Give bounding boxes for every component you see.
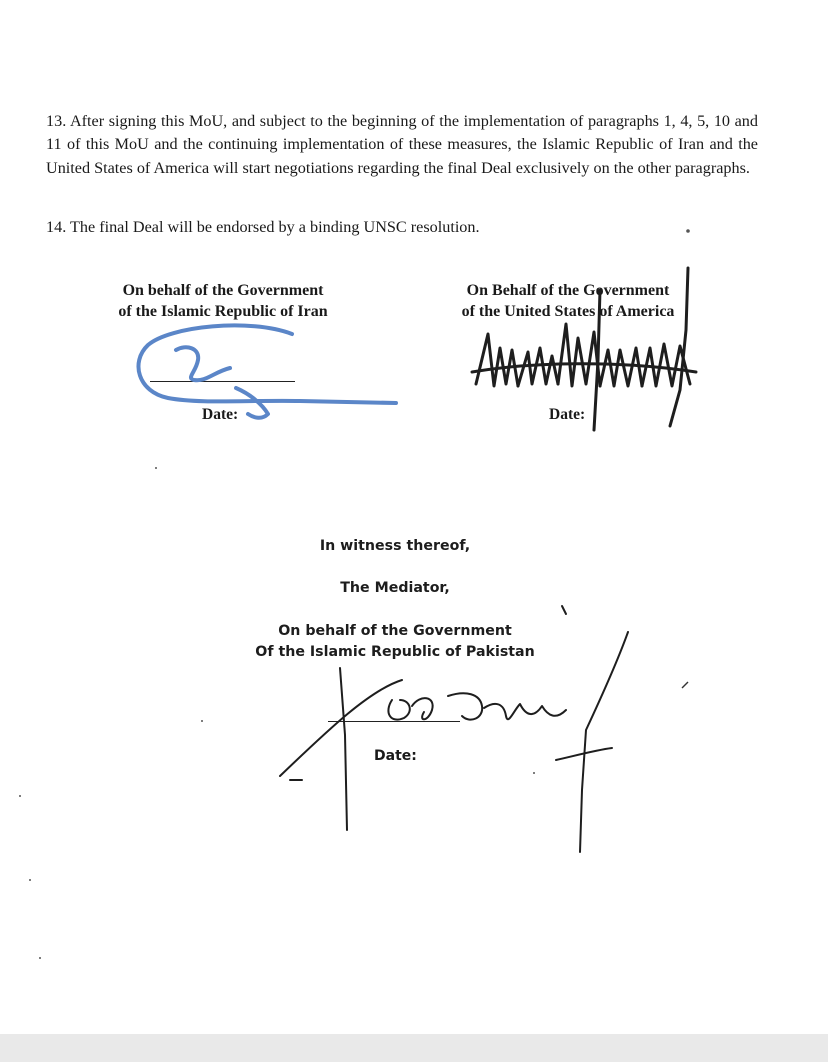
- scan-bottom-edge: [0, 1034, 828, 1062]
- pakistan-signature-line: [328, 721, 460, 722]
- scan-mark: [682, 682, 688, 688]
- pakistan-date-label: Date:: [374, 748, 417, 764]
- iran-signature: [138, 325, 396, 417]
- us-signature-block: [446, 281, 690, 322]
- iran-signature-block: [92, 281, 354, 322]
- us-date-label: Date:: [549, 406, 586, 423]
- us-behalf-line-2: of the United States of America: [461, 302, 675, 320]
- pakistan-behalf-line-1: On behalf of the Government: [278, 623, 512, 639]
- pakistan-signature-block: [0, 621, 790, 663]
- iran-date-label: Date:: [202, 406, 239, 423]
- pakistan-behalf-line-2: Of the Islamic Republic of Pakistan: [255, 644, 535, 660]
- paragraph-13: 13. After signing this MoU, and subject to the beginning of the implementation of paragraphs 1, 4, 5, 10 and 11 of this MoU and the continuing implementation of these measures, the Islamic Republic of Iran and the United States of America will start negotiations regarding the final Deal exclusively on the other paragraphs.: [46, 112, 758, 177]
- iran-behalf-line-2: of the Islamic Republic of Iran: [118, 302, 328, 320]
- iran-signature-line: [150, 381, 295, 382]
- witness-heading: In witness thereof,: [319, 538, 471, 554]
- iran-behalf-line-1: On behalf of the Government: [122, 282, 324, 299]
- paragraph-14: 14. The final Deal will be endorsed by a binding UNSC resolution.: [46, 218, 480, 236]
- us-behalf-line-1: On Behalf of the Government: [466, 282, 670, 299]
- mediator-title: The Mediator,: [340, 580, 450, 596]
